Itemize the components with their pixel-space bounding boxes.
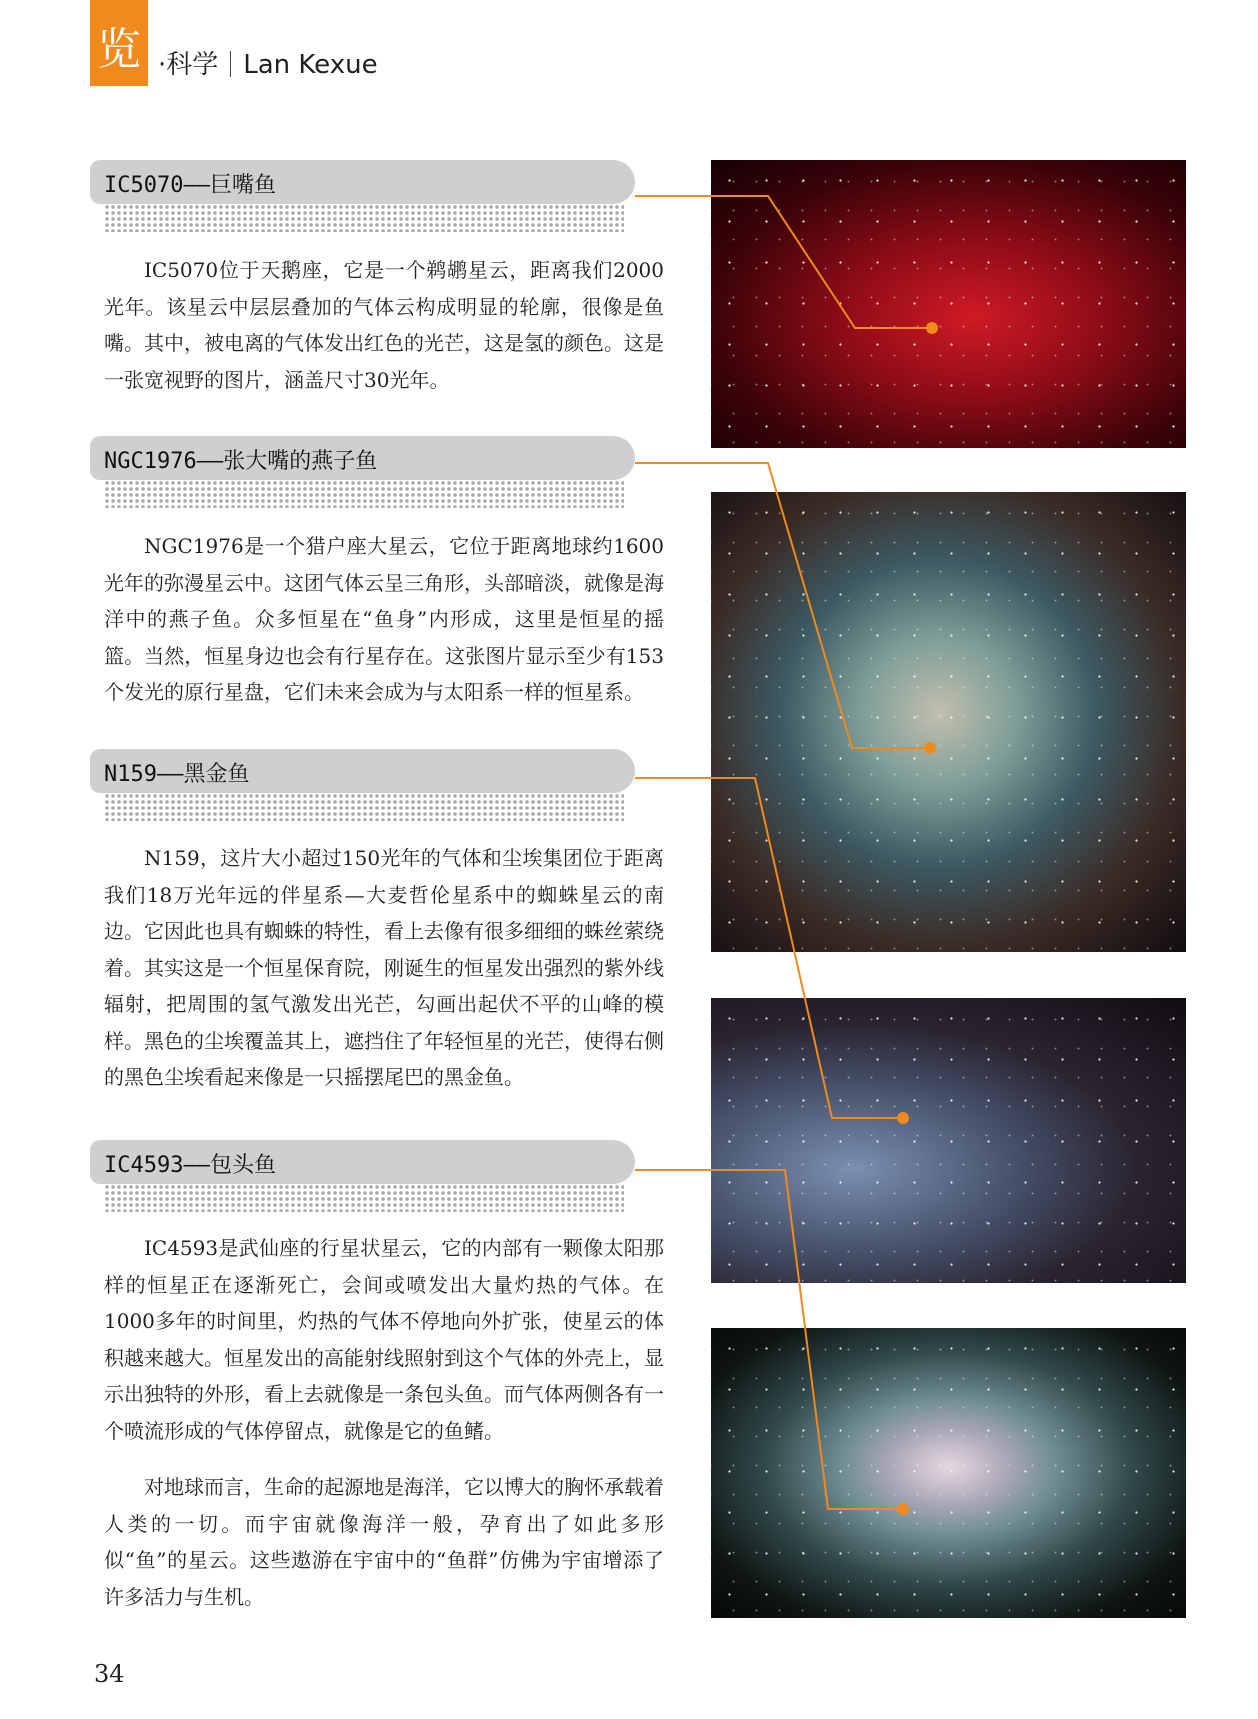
connector-line-ic5070: [635, 196, 932, 328]
section-paragraph-ic5070: IC5070位于天鹅座，它是一个鹈鹕星云，距离我们2000光年。该星云中层层叠加的气体云构成明显的轮廓，很像是鱼嘴。其中，被电离的气体发出红色的光芒，这是氢的颜色。这是一张宽视野的图片，涵盖尺寸30光年。: [104, 258, 664, 392]
section-paragraph-ngc1976: NGC1976是一个猎户座大星云，它位于距离地球约1600光年的弥漫星云中。这团气体云呈三角形，头部暗淡，就像是海洋中的燕子鱼。众多恒星在“鱼身”内形成，这里是恒星的摇篮。当然，恒星身边也会有行星存在。这张图片显示至少有153个发光的原行星盘，它们未来会成为与太阳系一样的恒星系。: [104, 534, 664, 704]
section-paragraph-n159: N159，这片大小超过150光年的气体和尘埃集团位于距离我们18万光年远的伴星系—大麦哲伦星系中的蜘蛛星云的南边。它因此也具有蜘蛛的特性，看上去像有很多细细的蛛丝萦绕着。其实这是一个恒星保育院，刚诞生的恒星发出强烈的紫外线辐射，把周围的氢气激发出光芒，勾画出起伏不平的山峰的模样。黑色的尘埃覆盖其上，遮挡住了年轻恒星的光芒，使得右侧的黑色尘埃看起来像是一只摇摆尾巴的黑金鱼。: [104, 846, 664, 1089]
connector-line-n159: [635, 778, 903, 1118]
header-title-pinyin: Lan Kexue: [243, 50, 378, 80]
section-title: N159——黑金鱼: [104, 762, 250, 787]
connector-line-ic4593: [635, 1170, 903, 1509]
section-title: IC4593——包头鱼: [104, 1153, 276, 1178]
connector-dot-n159: [897, 1112, 909, 1124]
closing-paragraph: 对地球而言，生命的起源地是海洋，它以博大的胸怀承载着人类的一切。而宇宙就像海洋一般，孕育出了如此多形似“鱼”的星云。这些遨游在宇宙中的“鱼群”仿佛为宇宙增添了许多活力与生机。: [104, 1475, 664, 1609]
connector-dot-ic5070: [926, 322, 938, 334]
page-number: 34: [94, 1660, 125, 1688]
section-paragraph-ic4593: IC4593是武仙座的行星状星云，它的内部有一颗像太阳那样的恒星正在逐渐死亡，会间或喷发出大量灼热的气体。在1000多年的时间里，灼热的气体不停地向外扩张，使星云的体积越来越大。恒星发出的高能射线照射到这个气体的外壳上，显示出独特的外形，看上去就像是一条包头鱼。而气体两侧各有一个喷流形成的气体停留点，就像是它的鱼鳍。: [104, 1236, 664, 1443]
section-title: IC5070——巨嘴鱼: [104, 173, 276, 198]
header-logo-char: 览: [97, 24, 141, 75]
connector-dot-ngc1976: [924, 742, 936, 754]
header-title-cn: ·科学: [158, 50, 219, 80]
section-title: NGC1976——张大嘴的燕子鱼: [104, 449, 378, 474]
connector-line-ngc1976: [635, 463, 930, 748]
connector-dot-ic4593: [897, 1503, 909, 1515]
